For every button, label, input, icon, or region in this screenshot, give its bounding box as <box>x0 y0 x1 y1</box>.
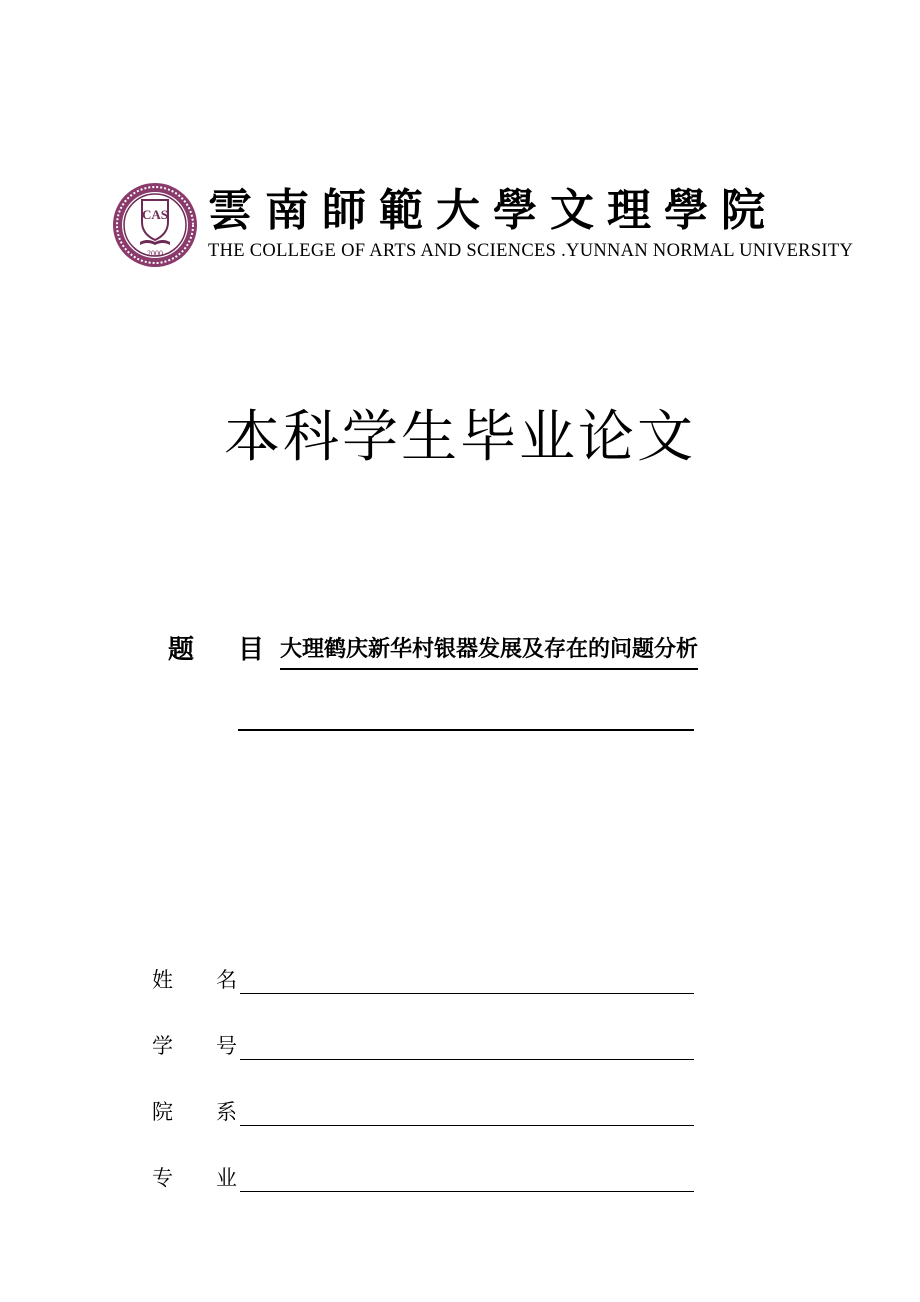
field-department <box>152 1094 694 1126</box>
field-student-id-label: 学号 <box>152 1034 280 1058</box>
field-name-label: 姓名 <box>152 968 280 992</box>
field-major-input-line[interactable] <box>240 1191 694 1192</box>
field-name <box>152 962 694 994</box>
topic-row <box>168 628 868 672</box>
college-name-chinese: 雲南師範大學文理學院 <box>208 185 778 236</box>
seal-abbreviation: CAS <box>141 207 169 222</box>
field-department-input-line[interactable] <box>240 1125 694 1126</box>
seal-year: 2000 <box>147 249 163 258</box>
field-major-label: 专业 <box>152 1166 280 1190</box>
topic-label: 题目 <box>168 635 309 665</box>
field-department-label: 院系 <box>152 1100 280 1124</box>
topic-value[interactable]: 大理鹤庆新华村银器发展及存在的问题分析 <box>280 632 698 670</box>
field-major <box>152 1160 694 1192</box>
field-student-id-input-line[interactable] <box>240 1059 694 1060</box>
field-student-id <box>152 1028 694 1060</box>
topic-continuation-line[interactable] <box>238 729 694 731</box>
college-name-english: THE COLLEGE OF ARTS AND SCIENCES .YUNNAN NORMAL UNIVERSITY <box>208 241 854 261</box>
document-title: 本科学生毕业论文 <box>224 405 696 470</box>
college-seal-logo <box>112 182 198 268</box>
college-header <box>112 182 854 272</box>
field-name-input-line[interactable] <box>240 993 694 994</box>
